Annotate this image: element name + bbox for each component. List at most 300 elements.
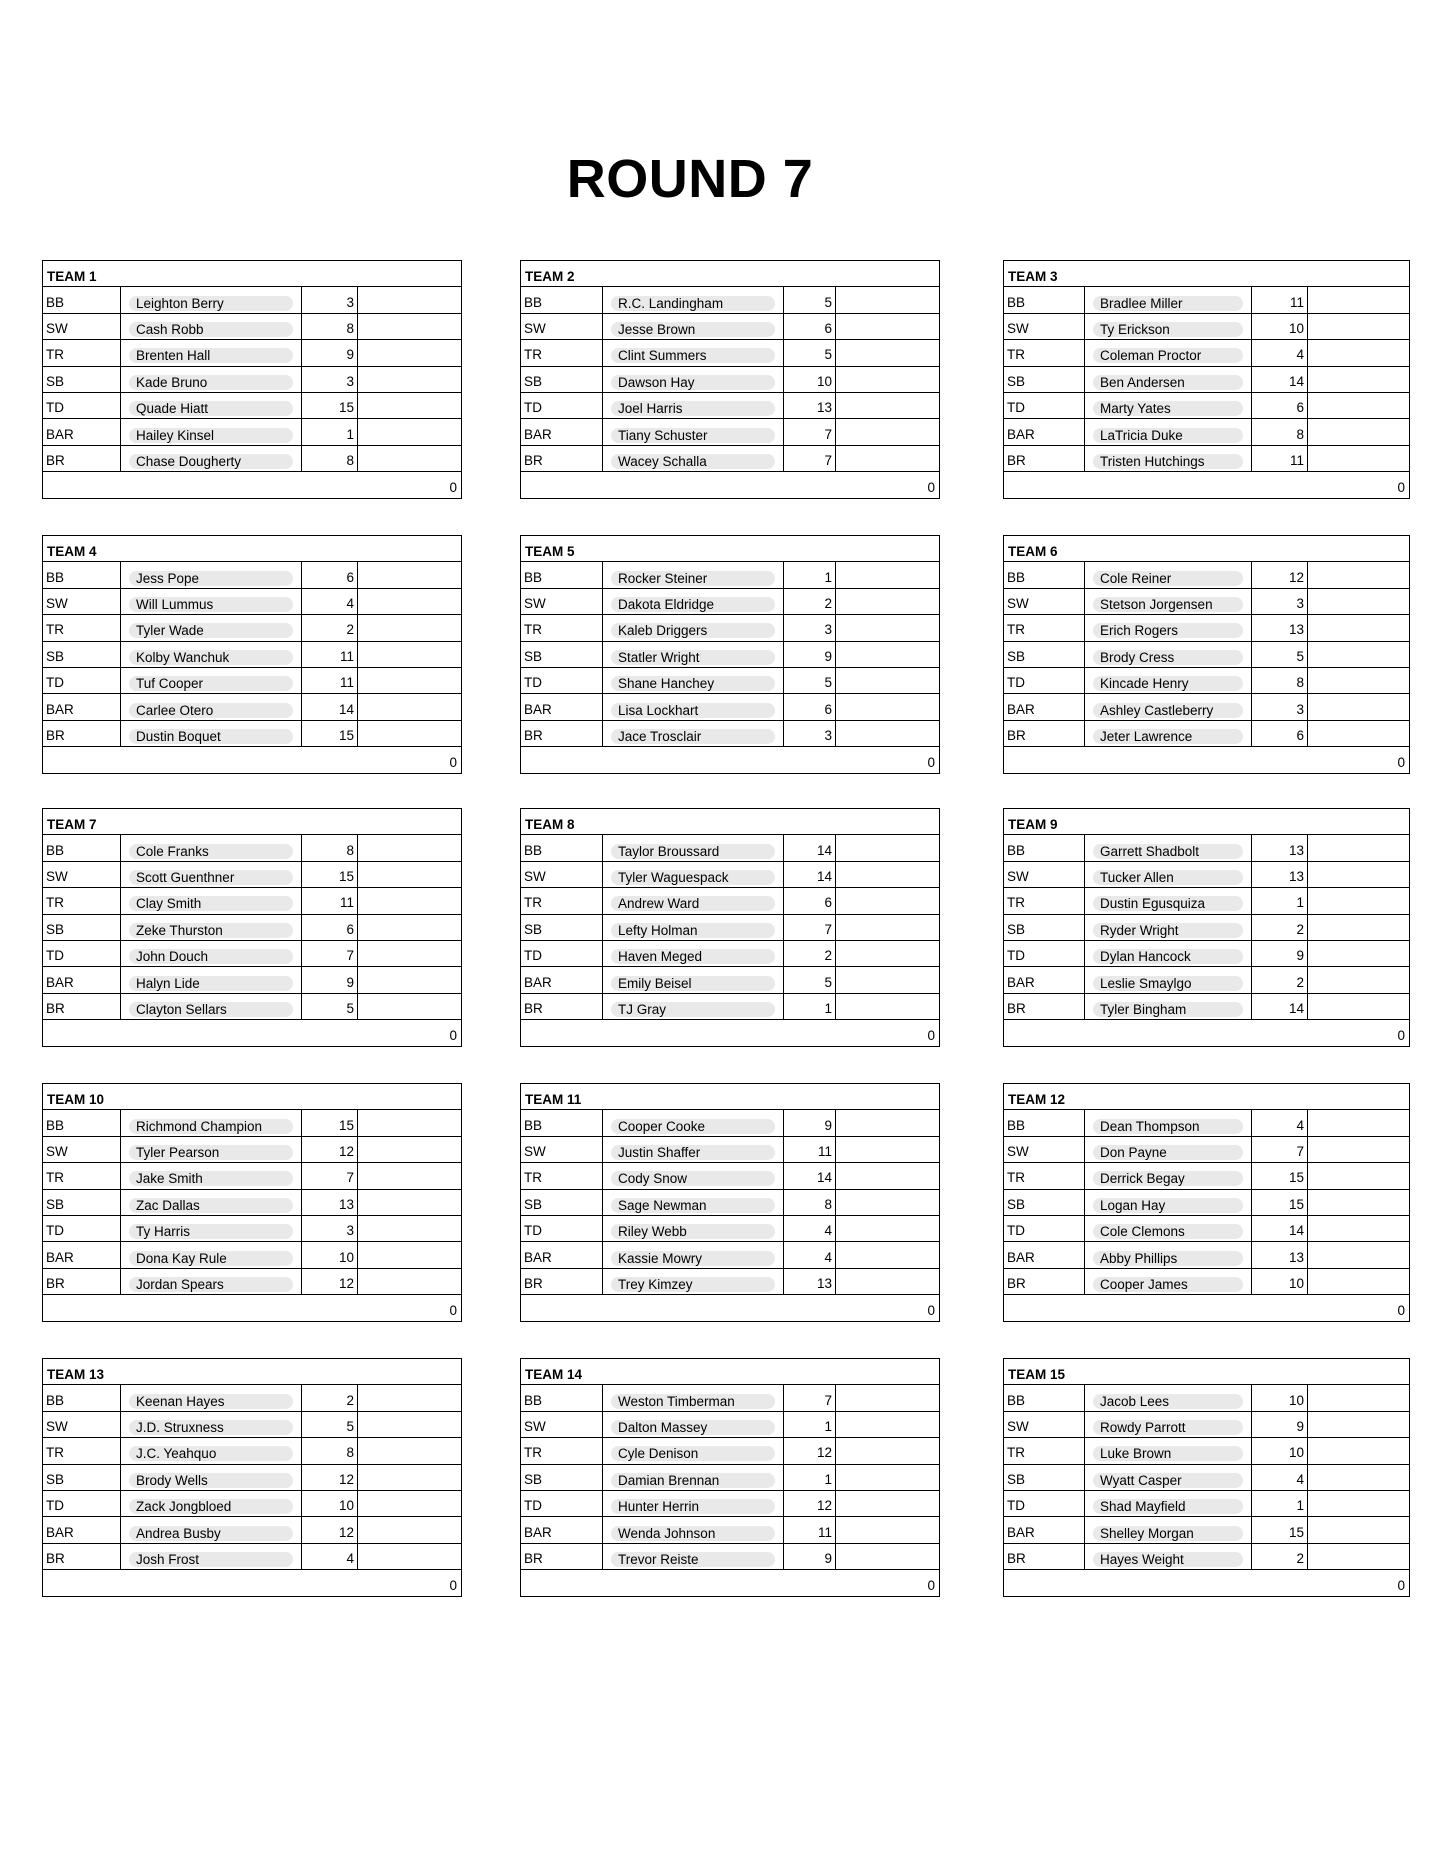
event-code: SW <box>521 861 603 887</box>
score-cell[interactable] <box>836 940 940 966</box>
score-cell[interactable] <box>836 667 940 693</box>
player-name: Tyler Wade <box>129 623 293 638</box>
team-table <box>1003 535 1410 774</box>
score-cell[interactable] <box>836 588 940 614</box>
player-number: 3 <box>302 287 358 313</box>
event-code: BAR <box>43 967 121 993</box>
score-cell[interactable] <box>836 1385 940 1411</box>
player-cell <box>603 1464 784 1490</box>
score-cell[interactable] <box>836 287 940 313</box>
score-cell[interactable] <box>358 967 462 993</box>
player-cell <box>603 313 784 339</box>
player-number: 15 <box>1252 1189 1308 1215</box>
player-number: 8 <box>302 1438 358 1464</box>
player-number: 11 <box>1252 445 1308 471</box>
player-name: Kincade Henry <box>1093 676 1243 691</box>
score-cell[interactable] <box>358 1411 462 1437</box>
player-cell <box>603 287 784 313</box>
score-cell[interactable] <box>358 694 462 720</box>
player-cell <box>121 1438 302 1464</box>
player-name: Shane Hanchey <box>611 676 775 691</box>
score-cell[interactable] <box>1308 835 1410 861</box>
table-row <box>43 1411 462 1437</box>
player-name: Derrick Begay <box>1093 1171 1243 1186</box>
team-total: 0 <box>43 1020 462 1046</box>
player-number: 12 <box>302 1517 358 1543</box>
player-cell <box>603 366 784 392</box>
score-cell[interactable] <box>836 1517 940 1543</box>
player-name: Shad Mayfield <box>1093 1499 1243 1514</box>
score-cell[interactable] <box>1308 287 1410 313</box>
player-name: Hayes Weight <box>1093 1552 1243 1567</box>
score-cell[interactable] <box>358 1268 462 1294</box>
player-cell <box>121 1136 302 1162</box>
score-cell[interactable] <box>358 1490 462 1516</box>
score-cell[interactable] <box>836 313 940 339</box>
score-cell[interactable] <box>1308 366 1410 392</box>
table-row <box>43 667 462 693</box>
score-cell[interactable] <box>836 1215 940 1241</box>
event-code: BAR <box>521 967 603 993</box>
score-cell[interactable] <box>1308 1110 1410 1136</box>
score-cell[interactable] <box>836 1136 940 1162</box>
player-name: Dean Thompson <box>1093 1119 1243 1134</box>
table-row <box>43 967 462 993</box>
event-code: TD <box>1004 1215 1085 1241</box>
score-cell[interactable] <box>358 1464 462 1490</box>
player-cell <box>121 1385 302 1411</box>
event-code: SW <box>1004 1411 1085 1437</box>
score-cell[interactable] <box>1308 1517 1410 1543</box>
score-cell[interactable] <box>1308 720 1410 746</box>
player-number: 2 <box>302 1385 358 1411</box>
score-cell[interactable] <box>1308 1543 1410 1569</box>
score-cell[interactable] <box>1308 641 1410 667</box>
score-cell[interactable] <box>836 720 940 746</box>
score-cell[interactable] <box>358 641 462 667</box>
player-number: 6 <box>302 914 358 940</box>
team-table <box>1003 260 1410 499</box>
score-cell[interactable] <box>1308 1438 1410 1464</box>
score-cell[interactable] <box>358 419 462 445</box>
score-cell[interactable] <box>358 861 462 887</box>
event-code: TD <box>43 1490 121 1516</box>
player-number: 2 <box>784 940 836 966</box>
player-name: Rowdy Parrott <box>1093 1420 1243 1435</box>
player-cell <box>1085 641 1252 667</box>
player-cell <box>603 1215 784 1241</box>
event-code: SB <box>521 641 603 667</box>
score-cell[interactable] <box>836 888 940 914</box>
player-name: J.D. Struxness <box>129 1420 293 1435</box>
player-number: 2 <box>1252 914 1308 940</box>
player-number: 12 <box>302 1464 358 1490</box>
player-name: Clayton Sellars <box>129 1002 293 1017</box>
team-total: 0 <box>43 1295 462 1321</box>
score-cell[interactable] <box>1308 694 1410 720</box>
score-cell[interactable] <box>1308 392 1410 418</box>
player-cell <box>1085 313 1252 339</box>
player-cell <box>603 1163 784 1189</box>
score-cell[interactable] <box>1308 562 1410 588</box>
event-code: BB <box>1004 562 1085 588</box>
score-cell[interactable] <box>836 1543 940 1569</box>
player-name: Quade Hiatt <box>129 401 293 416</box>
score-cell[interactable] <box>836 1464 940 1490</box>
score-cell[interactable] <box>358 1242 462 1268</box>
player-name: Halyn Lide <box>129 976 293 991</box>
table-row <box>43 1242 462 1268</box>
score-cell[interactable] <box>1308 667 1410 693</box>
player-number: 11 <box>1252 287 1308 313</box>
score-cell[interactable] <box>358 1385 462 1411</box>
event-code: TR <box>521 888 603 914</box>
score-cell[interactable] <box>358 1189 462 1215</box>
player-name: Will Lummus <box>129 597 293 612</box>
event-code: BR <box>43 1268 121 1294</box>
score-cell[interactable] <box>836 861 940 887</box>
player-cell <box>1085 720 1252 746</box>
score-cell[interactable] <box>836 1163 940 1189</box>
score-cell[interactable] <box>836 1268 940 1294</box>
player-number: 14 <box>1252 1215 1308 1241</box>
score-cell[interactable] <box>358 888 462 914</box>
team-name: TEAM 15 <box>1004 1359 1410 1385</box>
score-cell[interactable] <box>836 615 940 641</box>
score-cell[interactable] <box>358 1163 462 1189</box>
player-name: Tyler Waguespack <box>611 870 775 885</box>
table-row <box>1004 641 1410 667</box>
player-cell <box>603 993 784 1019</box>
player-cell <box>1085 667 1252 693</box>
player-cell <box>121 562 302 588</box>
player-number: 5 <box>784 667 836 693</box>
event-code: SB <box>521 366 603 392</box>
player-name: Wyatt Casper <box>1093 1473 1243 1488</box>
player-name: Richmond Champion <box>129 1119 293 1134</box>
table-row <box>1004 940 1410 966</box>
event-code: BAR <box>1004 694 1085 720</box>
score-cell[interactable] <box>1308 1189 1410 1215</box>
player-cell <box>121 1490 302 1516</box>
score-cell[interactable] <box>358 835 462 861</box>
score-cell[interactable] <box>1308 861 1410 887</box>
player-number: 6 <box>302 562 358 588</box>
event-code: BR <box>521 445 603 471</box>
score-cell[interactable] <box>836 1438 940 1464</box>
player-name: Brody Wells <box>129 1473 293 1488</box>
table-row <box>521 835 940 861</box>
score-cell[interactable] <box>358 940 462 966</box>
score-cell[interactable] <box>358 562 462 588</box>
event-code: TD <box>521 1490 603 1516</box>
table-row <box>1004 1438 1410 1464</box>
player-number: 11 <box>302 641 358 667</box>
score-cell[interactable] <box>836 641 940 667</box>
player-name: Trevor Reiste <box>611 1552 775 1567</box>
score-cell[interactable] <box>1308 1136 1410 1162</box>
event-code: SB <box>43 914 121 940</box>
player-cell <box>1085 445 1252 471</box>
event-code: TD <box>1004 1490 1085 1516</box>
event-code: TR <box>521 1163 603 1189</box>
score-cell[interactable] <box>836 1110 940 1136</box>
event-code: TR <box>1004 1438 1085 1464</box>
score-cell[interactable] <box>358 667 462 693</box>
player-number: 4 <box>784 1215 836 1241</box>
event-code: BR <box>43 445 121 471</box>
player-name: Zac Dallas <box>129 1198 293 1213</box>
score-cell[interactable] <box>1308 1411 1410 1437</box>
score-cell[interactable] <box>358 313 462 339</box>
player-name: Ryder Wright <box>1093 923 1243 938</box>
player-name: Riley Webb <box>611 1224 775 1239</box>
player-name: Cooper Cooke <box>611 1119 775 1134</box>
event-code: SB <box>1004 1189 1085 1215</box>
player-number: 12 <box>302 1268 358 1294</box>
team-name: TEAM 2 <box>521 261 940 287</box>
table-row <box>43 1215 462 1241</box>
table-row <box>43 340 462 366</box>
event-code: BB <box>521 562 603 588</box>
event-code: TR <box>521 1438 603 1464</box>
table-row <box>1004 1385 1410 1411</box>
player-name: Dawson Hay <box>611 375 775 390</box>
score-cell[interactable] <box>358 914 462 940</box>
event-code: TR <box>521 340 603 366</box>
score-cell[interactable] <box>836 1189 940 1215</box>
player-number: 8 <box>302 445 358 471</box>
score-cell[interactable] <box>358 588 462 614</box>
score-cell[interactable] <box>836 445 940 471</box>
score-cell[interactable] <box>358 1136 462 1162</box>
table-row <box>521 588 940 614</box>
player-name: Ty Harris <box>129 1224 293 1239</box>
table-row <box>1004 1517 1410 1543</box>
player-number: 10 <box>784 366 836 392</box>
player-cell <box>121 1517 302 1543</box>
player-cell <box>1085 392 1252 418</box>
event-code: SB <box>43 1189 121 1215</box>
event-code: TR <box>1004 615 1085 641</box>
team-table <box>520 535 940 774</box>
event-code: TR <box>43 1163 121 1189</box>
player-number: 8 <box>1252 667 1308 693</box>
score-cell[interactable] <box>836 835 940 861</box>
player-cell <box>1085 861 1252 887</box>
player-number: 6 <box>784 888 836 914</box>
score-cell[interactable] <box>1308 340 1410 366</box>
player-name: Cole Reiner <box>1093 571 1243 586</box>
score-cell[interactable] <box>836 392 940 418</box>
player-number: 3 <box>784 615 836 641</box>
player-cell <box>1085 835 1252 861</box>
player-cell <box>121 392 302 418</box>
score-cell[interactable] <box>836 993 940 1019</box>
player-number: 13 <box>784 1268 836 1294</box>
player-name: Hunter Herrin <box>611 1499 775 1514</box>
player-number: 8 <box>302 835 358 861</box>
team-total: 0 <box>43 1570 462 1596</box>
player-name: Bradlee Miller <box>1093 296 1243 311</box>
player-name: Tristen Hutchings <box>1093 454 1243 469</box>
team-name: TEAM 12 <box>1004 1084 1410 1110</box>
score-cell[interactable] <box>1308 445 1410 471</box>
event-code: BAR <box>43 1517 121 1543</box>
table-row <box>43 392 462 418</box>
event-code: BR <box>1004 720 1085 746</box>
score-cell[interactable] <box>836 340 940 366</box>
score-cell[interactable] <box>836 562 940 588</box>
player-name: Cole Clemons <box>1093 1224 1243 1239</box>
event-code: SB <box>43 366 121 392</box>
team-total: 0 <box>43 472 462 498</box>
team-table <box>520 1083 940 1322</box>
score-cell[interactable] <box>836 694 940 720</box>
score-cell[interactable] <box>358 445 462 471</box>
event-code: BB <box>521 1385 603 1411</box>
score-cell[interactable] <box>358 1110 462 1136</box>
player-number: 1 <box>784 993 836 1019</box>
score-cell[interactable] <box>358 1438 462 1464</box>
team-table <box>520 260 940 499</box>
score-cell[interactable] <box>358 392 462 418</box>
event-code: BR <box>521 1268 603 1294</box>
score-cell[interactable] <box>1308 1385 1410 1411</box>
score-cell[interactable] <box>358 366 462 392</box>
table-row <box>43 1490 462 1516</box>
player-number: 5 <box>302 993 358 1019</box>
player-name: Dakota Eldridge <box>611 597 775 612</box>
player-name: Dylan Hancock <box>1093 949 1243 964</box>
event-code: BR <box>1004 993 1085 1019</box>
player-cell <box>1085 1136 1252 1162</box>
player-number: 10 <box>1252 1385 1308 1411</box>
table-row <box>1004 1163 1410 1189</box>
event-code: BR <box>43 720 121 746</box>
player-name: Kassie Mowry <box>611 1251 775 1266</box>
page-title: ROUND 7 <box>566 149 814 209</box>
score-cell[interactable] <box>1308 615 1410 641</box>
player-cell <box>1085 967 1252 993</box>
score-cell[interactable] <box>1308 914 1410 940</box>
table-row <box>1004 1268 1410 1294</box>
player-number: 7 <box>1252 1136 1308 1162</box>
score-cell[interactable] <box>836 914 940 940</box>
score-cell[interactable] <box>1308 888 1410 914</box>
player-cell <box>1085 1215 1252 1241</box>
player-number: 5 <box>302 1411 358 1437</box>
player-number: 7 <box>784 1385 836 1411</box>
event-code: BAR <box>1004 1242 1085 1268</box>
score-cell[interactable] <box>358 615 462 641</box>
player-cell <box>603 1136 784 1162</box>
table-row <box>43 445 462 471</box>
player-cell <box>1085 1268 1252 1294</box>
table-row <box>1004 366 1410 392</box>
team-total: 0 <box>1004 747 1410 773</box>
event-code: BAR <box>1004 967 1085 993</box>
score-cell[interactable] <box>1308 1464 1410 1490</box>
score-cell[interactable] <box>358 993 462 1019</box>
player-number: 7 <box>784 914 836 940</box>
event-code: TD <box>521 940 603 966</box>
score-cell[interactable] <box>1308 1268 1410 1294</box>
event-code: SW <box>521 1411 603 1437</box>
score-cell[interactable] <box>836 1411 940 1437</box>
score-cell[interactable] <box>1308 1490 1410 1516</box>
score-cell[interactable] <box>836 1242 940 1268</box>
player-cell <box>121 419 302 445</box>
score-cell[interactable] <box>836 419 940 445</box>
score-cell[interactable] <box>1308 940 1410 966</box>
table-row <box>1004 1543 1410 1569</box>
score-cell[interactable] <box>836 1490 940 1516</box>
player-name: Coleman Proctor <box>1093 348 1243 363</box>
player-cell <box>121 1163 302 1189</box>
player-name: TJ Gray <box>611 1002 775 1017</box>
player-cell <box>603 392 784 418</box>
player-name: Wacey Schalla <box>611 454 775 469</box>
score-cell[interactable] <box>358 1517 462 1543</box>
score-cell[interactable] <box>358 287 462 313</box>
player-number: 6 <box>784 313 836 339</box>
score-cell[interactable] <box>836 967 940 993</box>
score-cell[interactable] <box>358 720 462 746</box>
score-cell[interactable] <box>1308 313 1410 339</box>
score-cell[interactable] <box>1308 1215 1410 1241</box>
player-name: Brody Cress <box>1093 650 1243 665</box>
player-cell <box>603 588 784 614</box>
score-cell[interactable] <box>358 1215 462 1241</box>
player-cell <box>1085 1110 1252 1136</box>
table-row <box>43 562 462 588</box>
player-number: 3 <box>302 366 358 392</box>
table-row <box>1004 340 1410 366</box>
score-cell[interactable] <box>1308 967 1410 993</box>
table-row <box>521 641 940 667</box>
player-number: 7 <box>784 445 836 471</box>
team-name: TEAM 3 <box>1004 261 1410 287</box>
score-cell[interactable] <box>358 340 462 366</box>
event-code: TR <box>43 340 121 366</box>
table-row <box>521 445 940 471</box>
table-row <box>43 694 462 720</box>
score-cell[interactable] <box>1308 993 1410 1019</box>
player-cell <box>121 366 302 392</box>
score-cell[interactable] <box>1308 419 1410 445</box>
score-cell[interactable] <box>836 366 940 392</box>
table-row <box>1004 562 1410 588</box>
player-name: Jess Pope <box>129 571 293 586</box>
score-cell[interactable] <box>1308 1242 1410 1268</box>
score-cell[interactable] <box>358 1543 462 1569</box>
score-cell[interactable] <box>1308 588 1410 614</box>
score-cell[interactable] <box>1308 1163 1410 1189</box>
player-number: 4 <box>1252 1110 1308 1136</box>
player-number: 10 <box>1252 1438 1308 1464</box>
event-code: SW <box>1004 313 1085 339</box>
table-row <box>521 1543 940 1569</box>
player-cell <box>121 694 302 720</box>
player-cell <box>1085 287 1252 313</box>
player-number: 1 <box>784 1411 836 1437</box>
player-number: 13 <box>302 1189 358 1215</box>
team-total: 0 <box>1004 472 1410 498</box>
team-total: 0 <box>521 1295 940 1321</box>
player-name: Shelley Morgan <box>1093 1526 1243 1541</box>
player-cell <box>603 861 784 887</box>
